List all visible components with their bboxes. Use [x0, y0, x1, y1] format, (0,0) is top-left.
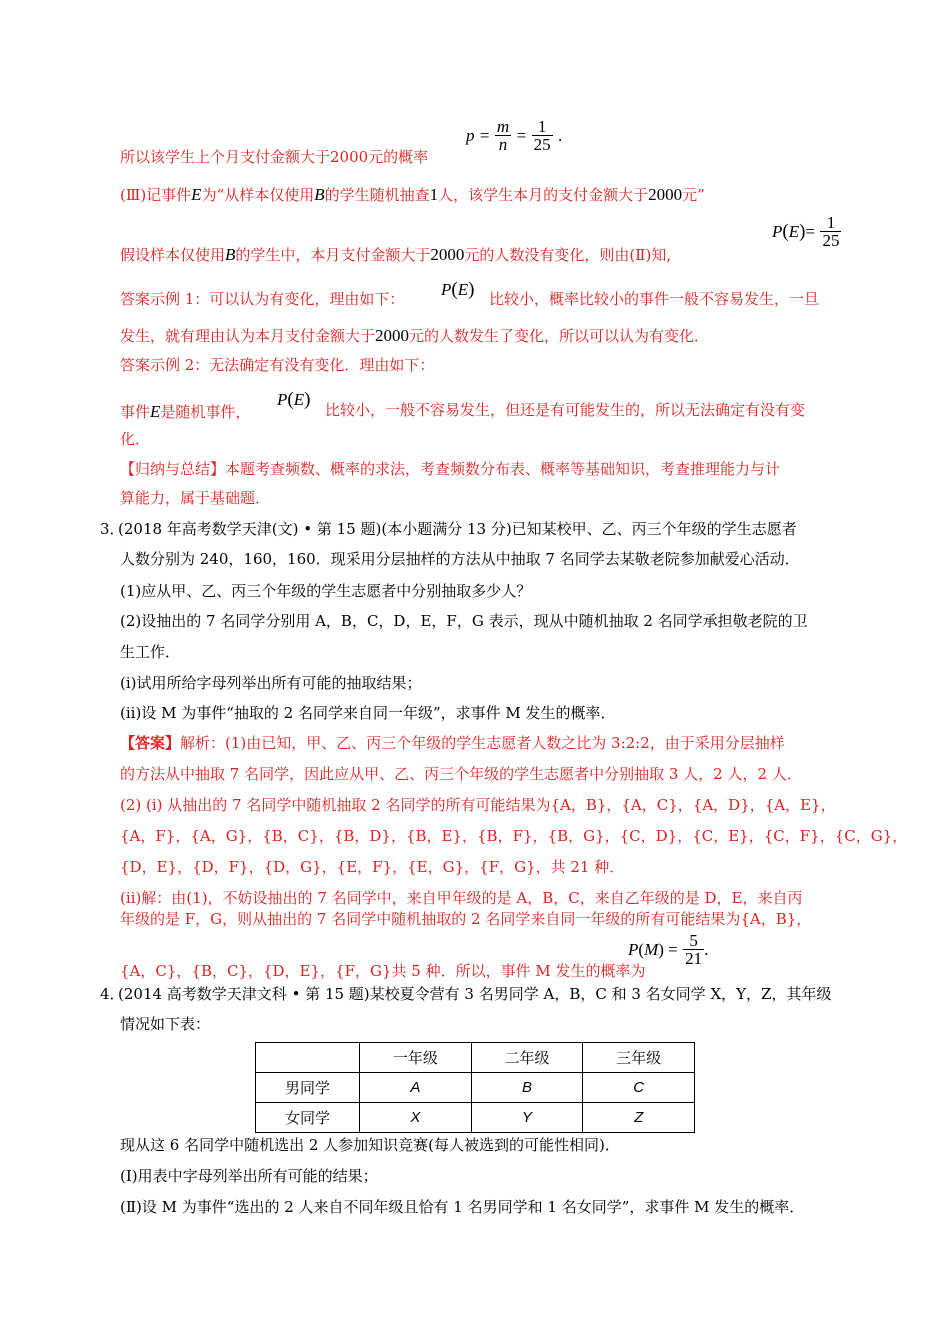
table-row — [256, 1073, 695, 1103]
q4-number: 4． — [100, 985, 125, 1003]
table-header-row — [256, 1043, 695, 1073]
q4-after-table: 现从这 6 名同学中随机选出 2 人参加知识竞赛(每人被选到的可能性相同)． — [120, 1136, 620, 1154]
table-cell: B — [471, 1073, 583, 1103]
table-cell: Z — [583, 1103, 695, 1133]
fraction-5-over-21: $\frac{5}{21}$ — [685, 931, 703, 968]
sol2-line1-formula: p = $\frac{m}{n}$ = $\frac{1}{25}$ . — [466, 117, 563, 154]
table-cell: C — [583, 1073, 695, 1103]
q3-answer-line4: {A，F}，{A，G}，{B，C}，{B，D}，{B，E}，{B，F}，{B，G}，{C，D}，{C，E}，{C，F}，{C，G}， — [120, 827, 908, 845]
formula-p: p — [466, 126, 475, 145]
q3-answer-line7: 年级的是 F，G，则从抽出的 7 名同学中随机抽取的 2 名同学来自同一年级的所有可能结果为{A，B}， — [120, 910, 812, 928]
sol2-line2: (Ⅲ)记事件E为“从样本仅使用B的学生随机抽查1人，该学生本月的支付金额大于2000元” — [120, 185, 705, 204]
sol2-example2-line2: 化． — [120, 430, 151, 448]
summary-line1: 【归纳与总结】本题考查频数、概率的求法，考查频数分布表、概率等基础知识，考查推理能力与计 — [120, 460, 781, 478]
q3-line1: (2018 年高考数学天津(文) • 第 15 题)(本小题满分 13 分)已知某校甲、乙、丙三个年级的学生志愿者 — [118, 520, 797, 538]
fraction-1-over-25: $\frac{1}{25}$ — [533, 117, 551, 154]
table-cell: X — [360, 1103, 472, 1133]
q3-part-i: (i)试用所给字母列举出所有可能的抽取结果； — [120, 674, 422, 692]
table-cell: Y — [471, 1103, 583, 1133]
q3-number: 3． — [100, 520, 125, 538]
q3-answer-line5: {D，E}，{D，F}，{D，G}，{E，F}，{E，G}，{F，G}，共 21 种． — [120, 858, 625, 876]
q3-part1: (1)应从甲、乙、丙三个年级的学生志愿者中分别抽取多少人？ — [120, 582, 532, 600]
table-cell: 女同学 — [256, 1103, 360, 1133]
q3-part-ii: (ii)设 M 为事件“抽取的 2 名同学来自同一年级”，求事件 M 发生的概率． — [120, 704, 616, 722]
sol2-line1 — [120, 150, 428, 165]
sol2-line1-text: 所以该学生上个月支付金额大于2000元的概率 — [120, 148, 429, 166]
sol2-example2-title: 答案示例 2：无法确定有没有变化．理由如下： — [120, 356, 435, 374]
table-row — [256, 1103, 695, 1133]
q3-answer-line1: 【答案】解析：(1)由已知，甲、乙、丙三个年级的学生志愿者人数之比为 3:2:2，由于采用分层抽样 — [120, 734, 785, 752]
q3-answer-line6: (ii)解：由(1)，不妨设抽出的 7 名同学中，来自甲年级的是 A，B，C，来自乙年级的是 D，E，来自丙 — [120, 889, 803, 907]
grade-table — [255, 1042, 695, 1133]
summary-line2: 算能力，属于基础题． — [120, 489, 271, 507]
answer-label: 【答案】 — [120, 734, 181, 752]
q3-answer-line3: (2) (i) 从抽出的 7 名同学中随机抽取 2 名同学的所有可能结果为{A，B}，{A，C}，{A，D}，{A，E}， — [120, 796, 836, 814]
q3-part2-line1: (2)设抽出的 7 名同学分别用 A，B，C，D，E，F，G 表示，现从中随机抽取 2 名同学承担敬老院的卫 — [120, 612, 808, 630]
q3-part2-line2: 生工作． — [120, 643, 181, 661]
table-header-cell: 一年级 — [360, 1043, 472, 1073]
q4-line1: (2014 高考数学天津文科 • 第 15 题)某校夏令营有 3 名男同学 A，B，C 和 3 名女同学 X，Y，Z，其年级 — [118, 985, 832, 1003]
sol2-line3-formula: P(E)= $\frac{1}{25}$ — [772, 213, 840, 250]
sol2-example2-PE: P(E) — [277, 389, 311, 410]
q3-line2: 人数分别为 240，160，160．现采用分层抽样的方法从中抽取 7 名同学去某敬老院参加献爱心活动． — [120, 550, 800, 568]
q4-part-I: (Ⅰ)用表中字母列举出所有可能的结果； — [120, 1167, 378, 1185]
sol2-example2-line1b: 比较小，一般不容易发生，但还是有可能发生的，所以无法确定有没有变 — [325, 401, 806, 419]
sol2-example1-line2: 发生，就有理由认为本月支付金额大于2000元的人数发生了变化，所以可以认为有变化． — [120, 326, 710, 345]
q4-part-II: (Ⅱ)设 M 为事件“选出的 2 人来自不同年级且恰有 1 名男同学和 1 名女同学”，求事件 M 发生的概率． — [120, 1198, 805, 1216]
fraction-1-over-25b: $\frac{1}{25}$ — [822, 213, 840, 250]
table-header-cell — [256, 1043, 360, 1073]
sol2-example1-line1: 答案示例 1：可以认为有变化，理由如下： — [120, 290, 405, 308]
q4-line2: 情况如下表： — [120, 1015, 211, 1033]
fraction-m-over-n: $\frac{m}{n}$ — [496, 117, 510, 154]
table-cell: A — [360, 1073, 472, 1103]
sol2-example1-line1b: 比较小，概率比较小的事件一般不容易发生，一旦 — [489, 290, 820, 308]
table-header-cell: 三年级 — [583, 1043, 695, 1073]
sol2-line3: 假设样本仅使用B的学生中，本月支付金额大于2000元的人数没有变化，则由(Ⅱ)知, — [120, 245, 672, 264]
q3-answer-line8: {A，C}，{B，C}，{D，E}，{F，G}共 5 种．所以，事件 M 发生的概率为 — [120, 962, 646, 980]
q3-answer-formula: P(M) = $\frac{5}{21}$ . — [628, 931, 709, 968]
table-header-cell: 二年级 — [471, 1043, 583, 1073]
sol2-example1-PE: P(E) — [441, 279, 475, 300]
table-cell: 男同学 — [256, 1073, 360, 1103]
sol2-example2-line1: 事件E是随机事件， — [120, 402, 251, 421]
q3-answer-line2: 的方法从中抽取 7 名同学，因此应从甲、乙、丙三个年级的学生志愿者中分别抽取 3 人，2 人，2 人． — [120, 765, 802, 783]
